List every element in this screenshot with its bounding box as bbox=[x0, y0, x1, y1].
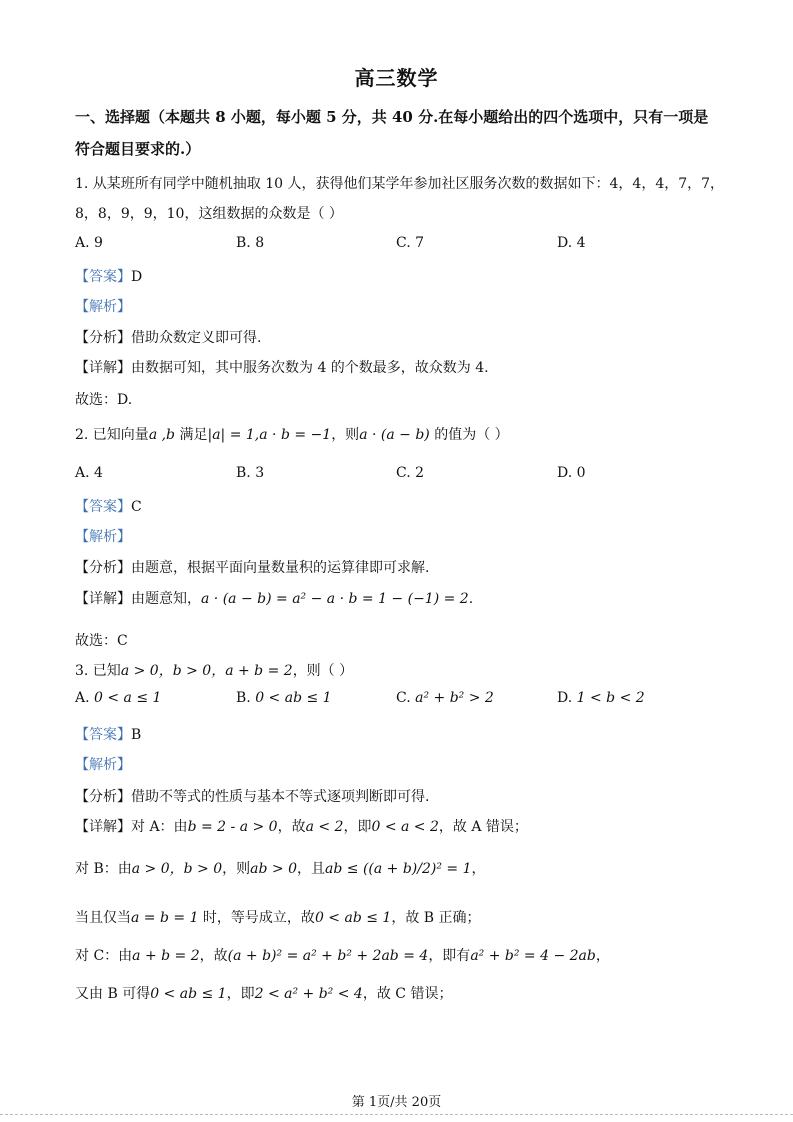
q2-choose: 故选：C bbox=[75, 633, 128, 649]
q3-option-a bbox=[75, 690, 161, 706]
q2-condition: |a| = 1,a · b = −1 bbox=[207, 427, 332, 443]
q3-detail-b2 bbox=[75, 907, 481, 927]
detail-pre: 由题意知， bbox=[131, 591, 201, 607]
q2-mid1: 满足 bbox=[175, 427, 208, 443]
t: ，则 bbox=[222, 861, 251, 877]
q2-stem bbox=[75, 424, 509, 444]
q2-expression: a · (a − b) bbox=[359, 427, 430, 443]
t: ，故 B 正确； bbox=[391, 910, 481, 926]
m: 2 < a² + b² < 4 bbox=[254, 986, 363, 1002]
q2-fenxi bbox=[75, 557, 429, 577]
detail-tag: 【详解】 bbox=[75, 360, 131, 376]
q1-choose: 故选：D. bbox=[75, 392, 133, 408]
m: (a + b)² = a² + b² + 2ab = 4 bbox=[227, 948, 429, 964]
q1-analysis-tag: 【解析】 bbox=[75, 299, 131, 315]
option-label: D. bbox=[557, 690, 573, 706]
answer-value: D bbox=[131, 269, 143, 285]
m: 0 < ab ≤ 1 bbox=[150, 986, 227, 1002]
page-divider bbox=[0, 1114, 793, 1115]
t: ，故 bbox=[199, 948, 228, 964]
option-label: A. bbox=[75, 690, 90, 706]
option-math: a² + b² > 2 bbox=[415, 690, 494, 706]
q2-answer bbox=[75, 496, 142, 516]
q3-fenxi bbox=[75, 786, 429, 806]
answer-tag: 【答案】 bbox=[75, 269, 131, 285]
q2-post: 的值为（ ） bbox=[429, 427, 509, 443]
detail-tag: 【详解】 bbox=[75, 819, 131, 835]
page-title: 高三数学 bbox=[354, 66, 439, 90]
option-math: 0 < ab ≤ 1 bbox=[255, 690, 332, 706]
q3-pre: 3. 已知 bbox=[75, 663, 121, 679]
fenxi-tag: 【分析】 bbox=[75, 560, 131, 576]
t: 当且仅当 bbox=[75, 910, 131, 926]
t: ，且 bbox=[297, 861, 325, 877]
m: a + b = 2 bbox=[132, 948, 200, 964]
q3-analysis-tag: 【解析】 bbox=[75, 757, 131, 773]
m: b = 2 - a > 0 bbox=[187, 819, 278, 835]
q1-option-a: A. 9 bbox=[75, 235, 103, 251]
section-heading-line1: 一、选择题（本题共 8 小题，每小题 5 分，共 40 分.在每小题给出的四个选项中，只有一项是 bbox=[75, 108, 709, 126]
q2-pre: 2. 已知向量 bbox=[75, 427, 149, 443]
fenxi-tag: 【分析】 bbox=[75, 789, 131, 805]
q3-detail-a bbox=[75, 816, 528, 836]
q1-option-d: D. 4 bbox=[557, 235, 586, 251]
t: 对 A：由 bbox=[131, 819, 188, 835]
q2-option-b: B. 3 bbox=[236, 465, 265, 481]
q2-detail bbox=[75, 588, 473, 608]
q3-detail-b bbox=[75, 858, 486, 878]
q1-detail bbox=[75, 357, 489, 377]
m: 0 < a < 2 bbox=[371, 819, 439, 835]
answer-value: C bbox=[131, 499, 142, 515]
detail-text: 由数据可知，其中服务次数为 4 的个数最多，故众数为 4. bbox=[131, 360, 489, 376]
option-math: 0 < a ≤ 1 bbox=[94, 690, 162, 706]
fenxi-text: 借助不等式的性质与基本不等式逐项判断即可得. bbox=[131, 789, 430, 805]
q3-option-d bbox=[557, 690, 645, 706]
t: ， bbox=[471, 861, 486, 877]
t: ，即 bbox=[343, 819, 372, 835]
m: a² + b² = 4 − 2ab bbox=[470, 948, 596, 964]
option-label: B. bbox=[236, 690, 251, 706]
t: 又由 B 可得 bbox=[75, 986, 151, 1002]
q3-answer bbox=[75, 724, 141, 744]
m: a = b = 1 bbox=[131, 910, 199, 926]
t: ，即有 bbox=[428, 948, 471, 964]
q1-stem-line2: 8，8，9，9，10，这组数据的众数是（ ） bbox=[75, 206, 343, 222]
m: a > 0，b > 0 bbox=[131, 861, 223, 877]
q2-analysis-tag: 【解析】 bbox=[75, 529, 131, 545]
q1-option-c: C. 7 bbox=[396, 235, 425, 251]
m: 0 < ab ≤ 1 bbox=[314, 910, 392, 926]
q3-post: ，则（ ） bbox=[292, 663, 354, 679]
option-label: C. bbox=[396, 690, 411, 706]
detail-tag: 【详解】 bbox=[75, 591, 131, 607]
m: a < 2 bbox=[305, 819, 344, 835]
q2-mid2: ，则 bbox=[331, 427, 360, 443]
q3-condition: a > 0，b > 0，a + b = 2 bbox=[120, 663, 293, 679]
answer-tag: 【答案】 bbox=[75, 727, 131, 743]
m: ab > 0 bbox=[250, 861, 297, 877]
q2-option-a: A. 4 bbox=[75, 465, 103, 481]
page-footer: 第 1页/共 20页 bbox=[351, 1095, 442, 1110]
fenxi-text: 由题意，根据平面向量数量积的运算律即可求解. bbox=[131, 560, 430, 576]
q1-stem-line1: 1. 从某班所有同学中随机抽取 10 人，获得他们某学年参加社区服务次数的数据如下：4，4，4，7，7， bbox=[75, 176, 725, 192]
section-heading-line2: 符合题目要求的.） bbox=[75, 140, 201, 158]
answer-value: B bbox=[131, 727, 142, 743]
fenxi-tag: 【分析】 bbox=[75, 330, 131, 346]
t: ， bbox=[595, 948, 610, 964]
q1-option-b: B. 8 bbox=[236, 235, 265, 251]
q3-detail-c bbox=[75, 945, 610, 965]
t: 对 B：由 bbox=[75, 861, 132, 877]
q2-option-d: D. 0 bbox=[557, 465, 586, 481]
detail-post: . bbox=[468, 591, 474, 607]
fenxi-text: 借助众数定义即可得. bbox=[131, 330, 262, 346]
m: ab ≤ ((a + b)/2)² = 1 bbox=[325, 861, 472, 877]
q3-detail-c2 bbox=[75, 983, 452, 1003]
t: 对 C：由 bbox=[75, 948, 133, 964]
t: ，即 bbox=[226, 986, 255, 1002]
q1-answer bbox=[75, 266, 142, 286]
t: ，故 A 错误； bbox=[438, 819, 528, 835]
q2-option-c: C. 2 bbox=[396, 465, 425, 481]
option-math: 1 < b < 2 bbox=[576, 690, 645, 706]
t: ，故 bbox=[277, 819, 306, 835]
t: ，故 C 错误； bbox=[362, 986, 453, 1002]
q3-stem bbox=[75, 660, 353, 680]
detail-math: a · (a − b) = a² − a · b = 1 − (−1) = 2 bbox=[201, 591, 469, 607]
q2-vectors: a ,b bbox=[148, 427, 176, 443]
answer-tag: 【答案】 bbox=[75, 499, 131, 515]
q3-option-b bbox=[236, 690, 332, 706]
q1-fenxi bbox=[75, 327, 261, 347]
t: 时，等号成立，故 bbox=[198, 910, 315, 926]
q3-option-c bbox=[396, 690, 494, 706]
